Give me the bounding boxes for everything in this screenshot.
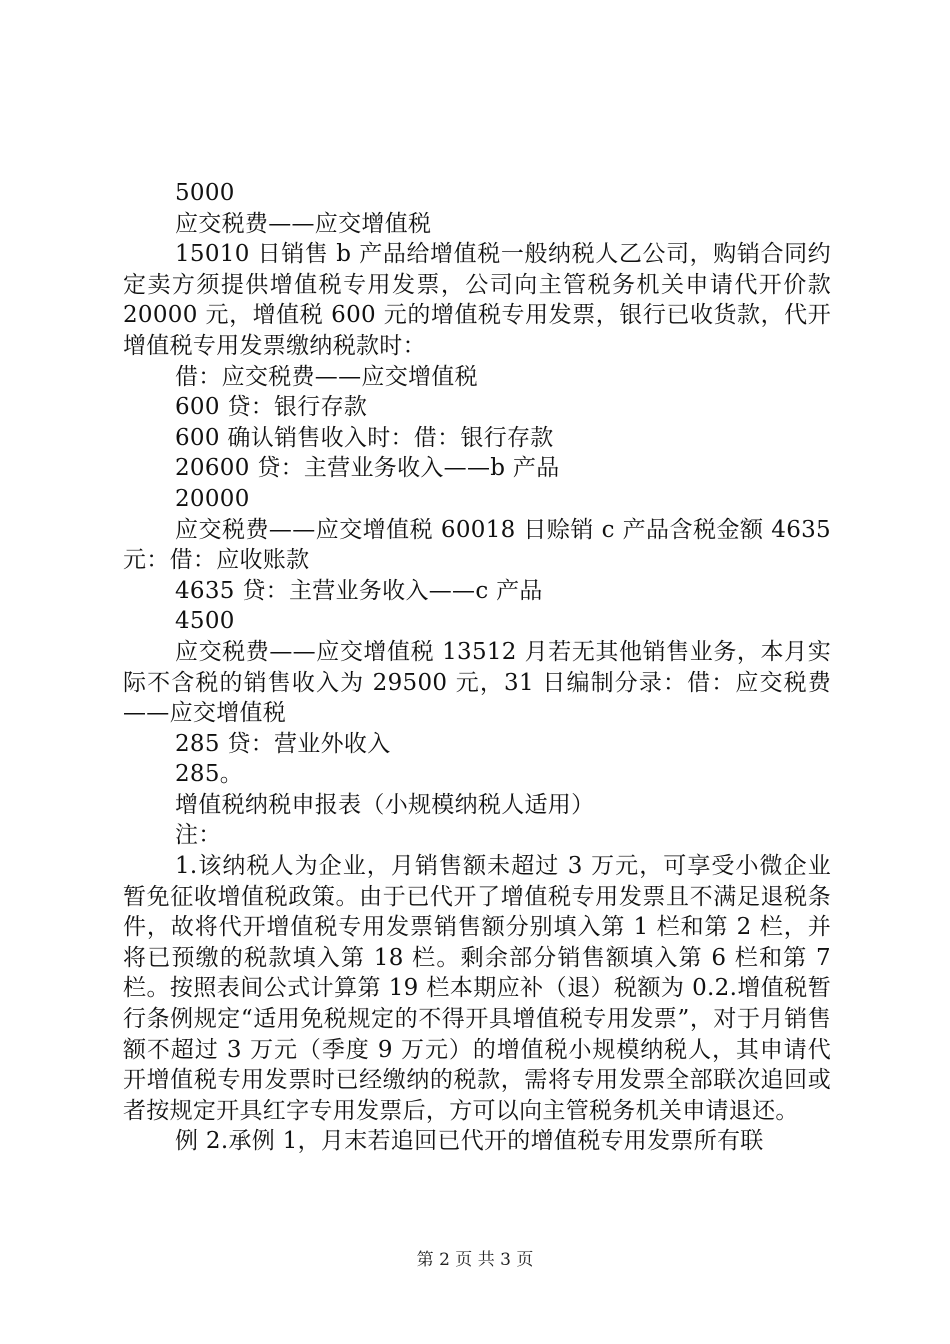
paragraph: 1.该纳税人为企业，月销售额未超过 3 万元，可享受小微企业暂免征收增值税政策。由于已代开了增值税专用发票且不满足退税条件，故将代开增值税专用发票销售额分别填入第 1 栏和第 2 栏，并将已预缴的税款填入第 18 栏。剩余部分销售额填入第 6 栏和第 7 栏。按照表间公式计算第 19 栏本期应补（退）税额为 0.2.增值税暂行条例规定“适用免税规定的不得开具增值税专用发票”，对于月销售额不超过 3 万元（季度 9 万元）的增值税小规模纳税人，其申请代开增值税专用发票时已经缴纳的税款，需将专用发票全部联次追回或者按规定开具红字专用发票后，方可以向主管税务机关申请退还。: [123, 853, 831, 1124]
note-label: 注：: [175, 822, 222, 849]
paragraph: 15010 日销售 b 产品给增值税一般纳税人乙公司，购销合同约定卖方须提供增值税专用发票，公司向主管税务机关申请代开价款 20000 元，增值税 600 元的增值税专用发票，银行已收货款，代开增值税专用发票缴纳税款时：: [123, 241, 831, 359]
text-line: 600 确认销售收入时：借：银行存款: [175, 424, 554, 451]
text-line: 借：应交税费——应交增值税: [175, 363, 478, 390]
paragraph: 应交税费——应交增值税 60018 日赊销 c 产品含税金额 4635 元：借：应收账款: [123, 516, 831, 574]
text-line: 285。: [175, 761, 244, 788]
text-line: 4500: [175, 608, 235, 635]
text-line: 600 贷：银行存款: [175, 394, 368, 421]
paragraph: 应交税费——应交增值税 13512 月若无其他销售业务，本月实际不含税的销售收入为 29500 元，31 日编制分录：借：应交税费——应交增值税: [123, 638, 831, 727]
page-number-footer: 第 2 页 共 3 页: [416, 1250, 534, 1270]
text-line: 20000: [175, 485, 250, 512]
text-line: 应交税费——应交增值税: [175, 210, 432, 237]
paragraph: 例 2.承例 1，月末若追回已代开的增值税专用发票所有联: [175, 1128, 764, 1155]
text-line: 5000: [175, 180, 235, 206]
text-line: 4635 贷：主营业务收入——c 产品: [175, 577, 543, 604]
text-line: 20600 贷：主营业务收入——b 产品: [175, 455, 560, 482]
section-title: 增值税纳税申报表（小规模纳税人适用）: [175, 791, 595, 818]
document-body: [123, 178, 831, 1157]
text-line: 285 贷：营业外收入: [175, 730, 391, 757]
